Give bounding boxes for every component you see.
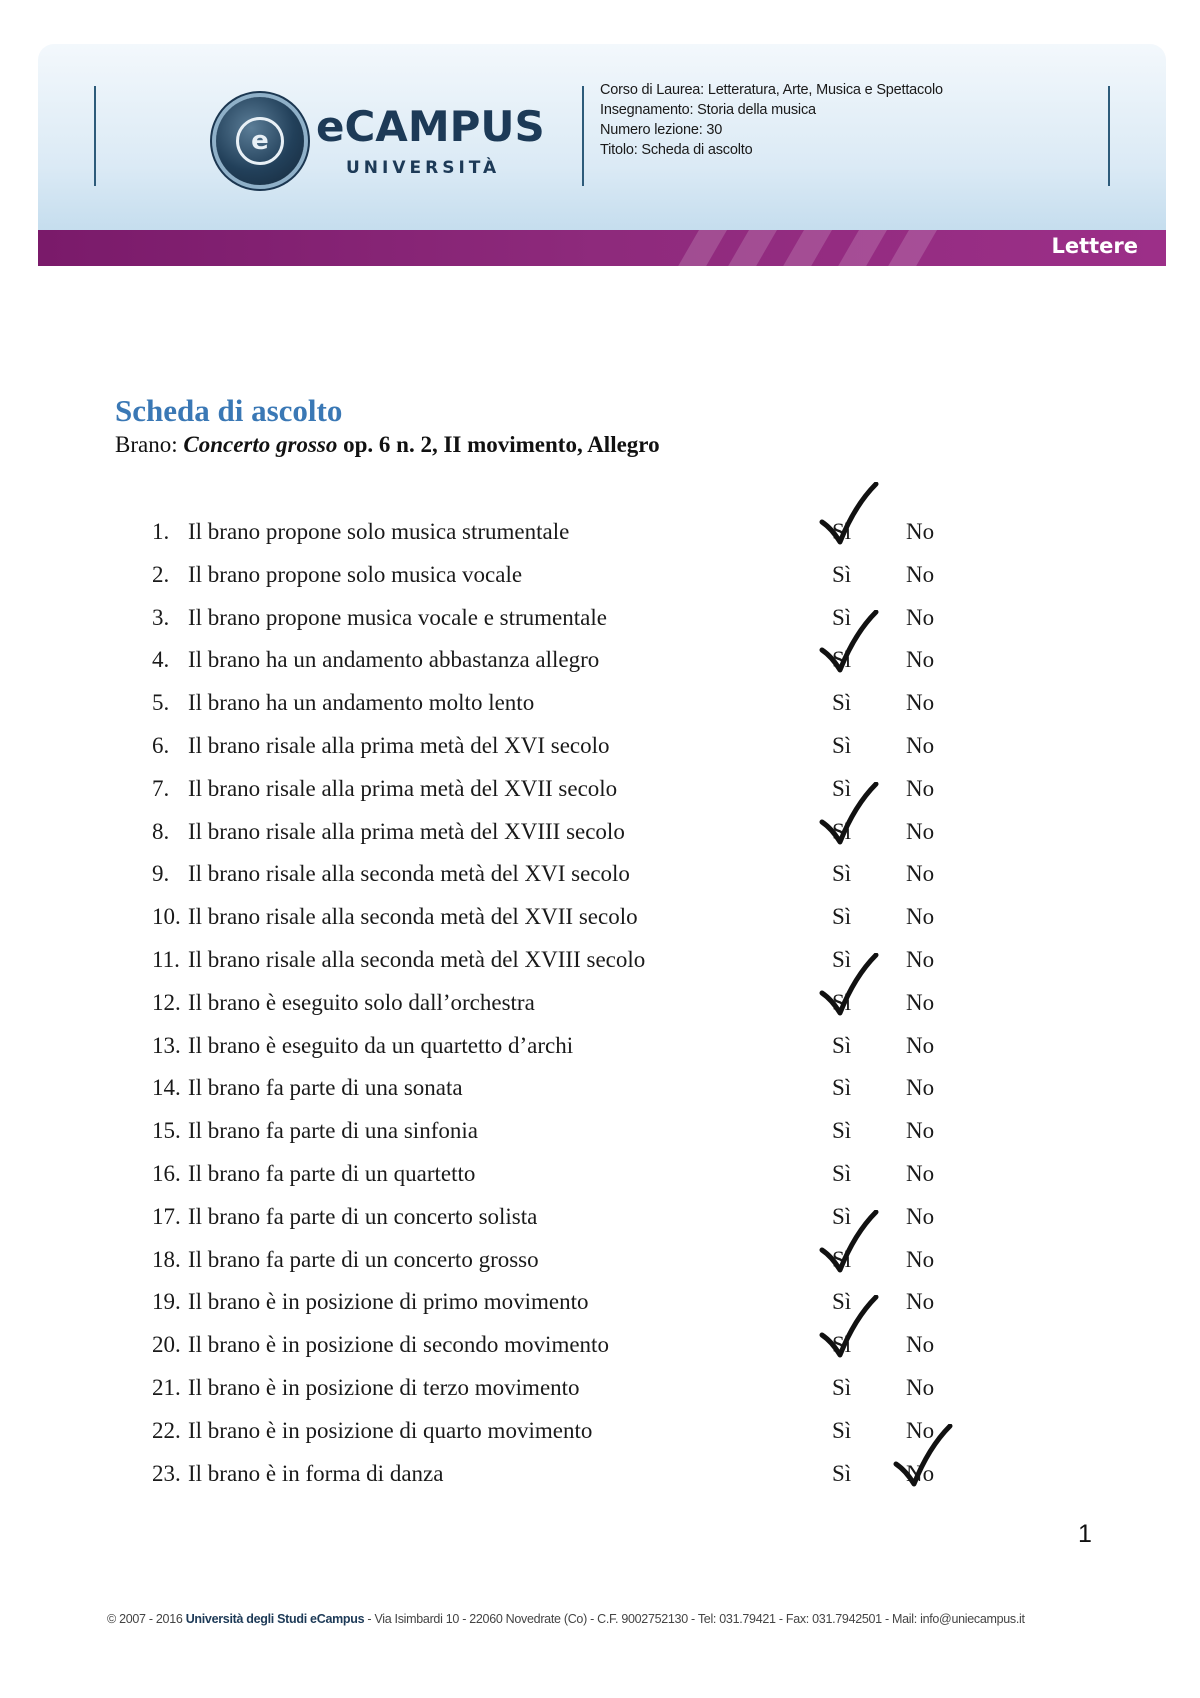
answer-no-option[interactable]: No: [906, 989, 935, 1015]
question-text: Il brano è eseguito solo dall’orchestra: [188, 989, 535, 1015]
answer-yes-option[interactable]: Sì: [832, 733, 852, 758]
question-text: Il brano risale alla seconda metà del XVI secolo: [188, 861, 630, 887]
answer-no-option[interactable]: No: [906, 690, 935, 716]
answer-yes-option[interactable]: Sì: [832, 561, 852, 587]
answer-no-option[interactable]: No: [906, 861, 935, 887]
question-row: [0, 983, 1200, 1023]
question-row: [0, 1368, 1200, 1408]
question-row: [0, 897, 1200, 937]
question-number: 9.: [152, 861, 170, 887]
question-text: Il brano fa parte di una sinfonia: [188, 1118, 478, 1144]
answer-no-option[interactable]: No: [906, 904, 935, 930]
question-number: 20.: [152, 1332, 181, 1358]
question-text: Il brano risale alla prima metà del XVI secolo: [188, 733, 610, 758]
answer-yes-option[interactable]: Sì: [832, 861, 852, 887]
answer-no-option[interactable]: No: [906, 1203, 935, 1229]
question-number: 19.: [152, 1289, 181, 1315]
answer-yes-option[interactable]: Sì: [832, 1460, 852, 1486]
answer-yes-option[interactable]: Sì: [832, 647, 852, 673]
answer-no-option[interactable]: No: [906, 1161, 935, 1186]
answer-yes-option[interactable]: Sì: [832, 904, 852, 930]
piece-title: Concerto grosso: [183, 432, 338, 457]
course-line: Titolo: Scheda di ascolto: [600, 142, 753, 158]
answer-yes-option[interactable]: Sì: [832, 818, 852, 844]
question-row: [0, 940, 1200, 980]
answer-no-option[interactable]: No: [906, 818, 935, 844]
question-row: [0, 1154, 1200, 1194]
piece-line: [115, 432, 660, 458]
faculty-label: Lettere: [1051, 234, 1138, 258]
footer: [107, 1612, 1107, 1626]
question-text: Il brano risale alla prima metà del XVII secolo: [188, 775, 618, 801]
answer-yes-option[interactable]: Sì: [832, 690, 852, 716]
question-text: Il brano è in forma di danza: [188, 1460, 444, 1486]
answer-no-option[interactable]: No: [906, 1075, 935, 1101]
logo-text: eCAMPUS: [316, 102, 545, 151]
answer-yes-option[interactable]: Sì: [832, 1375, 852, 1400]
answer-no-option[interactable]: No: [906, 1289, 935, 1315]
piece-prefix: Brano:: [115, 432, 184, 457]
question-text: Il brano risale alla seconda metà del XVII secolo: [188, 904, 638, 930]
question-text: Il brano fa parte di un concerto grosso: [188, 1246, 539, 1272]
answer-yes-option[interactable]: Sì: [832, 519, 852, 544]
question-number: 1.: [152, 519, 170, 544]
answer-no-option[interactable]: No: [906, 561, 935, 587]
question-number: 13.: [152, 1032, 181, 1058]
question-number: 5.: [152, 690, 170, 716]
course-line: Insegnamento: Storia della musica: [600, 102, 816, 118]
header-divider-left: [94, 86, 96, 186]
question-row: [0, 812, 1200, 852]
question-number: 6.: [152, 733, 170, 758]
question-text: Il brano è in posizione di terzo movimento: [188, 1375, 580, 1400]
footer-address: - Via Isimbardi 10 - 22060 Novedrate (Co) - C.F. 9002752130 - Tel: 031.79421 - Fax: 031.7942501 - Mail: info@uniecampus.it: [364, 1612, 1025, 1626]
question-number: 23.: [152, 1460, 181, 1486]
question-number: 22.: [152, 1417, 181, 1443]
ecampus-seal-icon: e: [216, 97, 304, 185]
question-row: [0, 683, 1200, 723]
question-text: Il brano propone solo musica strumentale: [188, 519, 570, 544]
question-text: Il brano propone solo musica vocale: [188, 561, 523, 587]
header-divider-middle: [582, 86, 584, 186]
question-number: 11.: [152, 947, 180, 972]
question-row: [0, 640, 1200, 680]
answer-no-option[interactable]: No: [906, 1460, 935, 1486]
question-row: [0, 726, 1200, 766]
question-text: Il brano fa parte di un quartetto: [188, 1161, 476, 1186]
answer-yes-option[interactable]: Sì: [832, 604, 852, 630]
answer-yes-option[interactable]: Sì: [832, 1203, 852, 1229]
question-text: Il brano ha un andamento abbastanza allegro: [188, 647, 600, 673]
header-banner: [38, 44, 1166, 266]
answer-yes-option[interactable]: Sì: [832, 1246, 852, 1272]
answer-yes-option[interactable]: Sì: [832, 989, 852, 1015]
question-row: [0, 512, 1200, 552]
question-number: 3.: [152, 604, 170, 630]
question-number: 15.: [152, 1118, 181, 1144]
question-number: 8.: [152, 818, 170, 844]
question-number: 21.: [152, 1375, 181, 1400]
question-text: Il brano è in posizione di secondo movimento: [188, 1332, 609, 1358]
question-row: [0, 1026, 1200, 1066]
answer-yes-option[interactable]: Sì: [832, 1075, 852, 1101]
answer-yes-option[interactable]: Sì: [832, 947, 852, 972]
answer-no-option[interactable]: No: [906, 775, 935, 801]
answer-no-option[interactable]: No: [906, 1375, 935, 1400]
question-text: Il brano è eseguito da un quartetto d’archi: [188, 1032, 574, 1058]
question-text: Il brano fa parte di una sonata: [188, 1075, 463, 1101]
answer-no-option[interactable]: No: [906, 1332, 935, 1358]
course-info: [600, 80, 1100, 160]
header-divider-right: [1108, 86, 1110, 186]
question-text: Il brano fa parte di un concerto solista: [188, 1203, 538, 1229]
answer-no-option[interactable]: No: [906, 647, 935, 673]
question-number: 16.: [152, 1161, 181, 1186]
question-row: [0, 1068, 1200, 1108]
question-row: [0, 1282, 1200, 1322]
answer-no-option[interactable]: No: [906, 519, 935, 544]
question-row: [0, 1454, 1200, 1494]
footer-university: Università degli Studi eCampus: [185, 1612, 365, 1626]
answer-no-option[interactable]: No: [906, 1246, 935, 1272]
question-text: Il brano è in posizione di quarto movimento: [188, 1417, 593, 1443]
question-text: Il brano è in posizione di primo movimento: [188, 1289, 589, 1315]
answer-yes-option[interactable]: Sì: [832, 1289, 852, 1315]
question-number: 17.: [152, 1203, 181, 1229]
answer-no-option[interactable]: No: [906, 1118, 935, 1144]
question-row: [0, 1197, 1200, 1237]
question-row: [0, 1240, 1200, 1280]
question-number: 12.: [152, 989, 181, 1015]
question-text: Il brano risale alla seconda metà del XVIII secolo: [188, 947, 646, 972]
question-number: 2.: [152, 561, 170, 587]
question-row: [0, 769, 1200, 809]
answer-no-option[interactable]: No: [906, 1417, 935, 1443]
question-text: Il brano propone musica vocale e strumentale: [188, 604, 607, 630]
answer-no-option[interactable]: No: [906, 604, 935, 630]
answer-yes-option[interactable]: Sì: [832, 1118, 852, 1144]
answer-yes-option[interactable]: Sì: [832, 1332, 852, 1358]
question-number: 10.: [152, 904, 181, 930]
answer-no-option[interactable]: No: [906, 1032, 935, 1058]
answer-yes-option[interactable]: Sì: [832, 1032, 852, 1058]
question-number: 14.: [152, 1075, 181, 1101]
answer-no-option[interactable]: No: [906, 733, 935, 758]
question-row: [0, 555, 1200, 595]
document-title: Scheda di ascolto: [115, 393, 343, 428]
course-line: Numero lezione: 30: [600, 122, 723, 138]
question-row: [0, 854, 1200, 894]
answer-yes-option[interactable]: Sì: [832, 775, 852, 801]
answer-yes-option[interactable]: Sì: [832, 1161, 852, 1186]
question-row: [0, 1411, 1200, 1451]
page-number: 1: [1078, 1520, 1092, 1548]
question-number: 4.: [152, 647, 170, 673]
question-text: Il brano risale alla prima metà del XVIII secolo: [188, 818, 625, 844]
question-row: [0, 598, 1200, 638]
footer-copyright: © 2007 - 2016: [107, 1612, 186, 1626]
ecampus-logo: [178, 92, 545, 192]
answer-yes-option[interactable]: Sì: [832, 1417, 852, 1443]
question-number: 18.: [152, 1246, 181, 1272]
answer-no-option[interactable]: No: [906, 947, 935, 972]
course-line: Corso di Laurea: Letteratura, Arte, Musica e Spettacolo: [600, 82, 943, 98]
question-text: Il brano ha un andamento molto lento: [188, 690, 535, 716]
question-row: [0, 1325, 1200, 1365]
logo-subtitle: UNIVERSITÀ: [346, 158, 501, 178]
piece-details: op. 6 n. 2, II movimento, Allegro: [337, 432, 660, 457]
question-number: 7.: [152, 775, 170, 801]
faculty-bar: [38, 230, 1166, 266]
question-row: [0, 1111, 1200, 1151]
